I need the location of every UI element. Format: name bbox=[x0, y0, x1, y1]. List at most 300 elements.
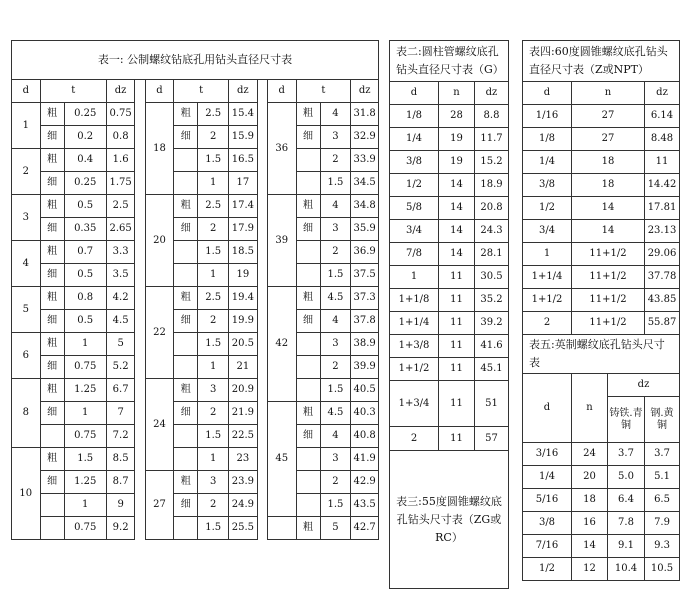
cell-dz: 39.9 bbox=[351, 356, 379, 379]
group-divider bbox=[12, 584, 41, 606]
cell-dz: 41.9 bbox=[351, 448, 379, 471]
cell-t: 0.75 bbox=[64, 425, 106, 448]
cell: 23.13 bbox=[645, 220, 680, 243]
table4-title-row bbox=[523, 41, 680, 82]
cell-dz: 20.9 bbox=[229, 379, 258, 402]
cell-t: 4.5 bbox=[320, 287, 351, 310]
cell-dz: 17.9 bbox=[229, 218, 258, 241]
cell-dz: 15.4 bbox=[229, 103, 258, 126]
cell-dz: 18.5 bbox=[229, 241, 258, 264]
cell-t: 4 bbox=[320, 310, 351, 333]
cell-t: 5 bbox=[320, 517, 351, 540]
cell: 14 bbox=[572, 197, 645, 220]
cell-t: 1 bbox=[198, 356, 229, 379]
cell-dz: 24.9 bbox=[229, 494, 258, 517]
cell-type bbox=[296, 241, 320, 264]
cell-d: 39 bbox=[267, 195, 296, 287]
cell-dz: 40.3 bbox=[351, 402, 379, 425]
cell: 6.5 bbox=[645, 489, 680, 512]
cell: 1/8 bbox=[390, 105, 439, 128]
cell-t: 1.25 bbox=[64, 379, 106, 402]
cell-dz: 17.4 bbox=[229, 195, 258, 218]
cell: 20.8 bbox=[475, 197, 509, 220]
cell-t: 1.5 bbox=[198, 333, 229, 356]
cell-t: 2 bbox=[320, 241, 351, 264]
cell: 5.0 bbox=[608, 466, 645, 489]
table5-title-row bbox=[523, 335, 680, 374]
cell-t: 3 bbox=[198, 471, 229, 494]
col-header: d bbox=[523, 82, 572, 105]
cell-type: 粗 bbox=[40, 241, 64, 264]
metric-thread-table bbox=[11, 40, 379, 606]
cell-t: 4 bbox=[320, 103, 351, 126]
cell: 14 bbox=[439, 174, 475, 197]
group-divider bbox=[257, 471, 267, 494]
cell-type bbox=[40, 517, 64, 540]
cell: 11 bbox=[645, 151, 680, 174]
cell-d: 18 bbox=[145, 103, 174, 195]
table-row bbox=[523, 243, 680, 266]
cell-dz: 23 bbox=[229, 448, 258, 471]
col-header-d: d bbox=[267, 80, 296, 103]
group-divider bbox=[257, 310, 267, 333]
table-row bbox=[523, 312, 680, 335]
cell: 11 bbox=[439, 358, 475, 381]
cell: 7.8 bbox=[608, 512, 645, 535]
group-divider bbox=[257, 218, 267, 241]
cell: 3.7 bbox=[645, 443, 680, 466]
cell-t: 1 bbox=[198, 448, 229, 471]
cell: 5/8 bbox=[390, 197, 439, 220]
cell-dz: 0.75 bbox=[106, 103, 135, 126]
cell-t: 1.5 bbox=[320, 379, 351, 402]
cell: 15.2 bbox=[475, 151, 509, 174]
cell: 51 bbox=[475, 381, 509, 427]
cell-t: 3 bbox=[320, 126, 351, 149]
cell-dz: 37.5 bbox=[351, 264, 379, 287]
cell: 14 bbox=[439, 243, 475, 266]
table-row bbox=[390, 335, 509, 358]
group-divider bbox=[135, 425, 145, 448]
cell: 3/8 bbox=[523, 174, 572, 197]
table2-header-row bbox=[390, 82, 509, 105]
table-row bbox=[12, 149, 379, 172]
cell-d: 10 bbox=[12, 448, 41, 540]
group-divider bbox=[257, 172, 267, 195]
cell-t: 2 bbox=[198, 126, 229, 149]
cell-type bbox=[296, 379, 320, 402]
group-divider bbox=[40, 540, 64, 563]
cell-dz: 32.9 bbox=[351, 126, 379, 149]
cell-dz: 8.7 bbox=[106, 471, 135, 494]
group-divider bbox=[135, 379, 145, 402]
cell-dz: 42.7 bbox=[351, 517, 379, 540]
cell: 8.8 bbox=[475, 105, 509, 128]
cell-d: 1 bbox=[12, 103, 41, 149]
cell: 1 bbox=[390, 266, 439, 289]
cell-type: 细 bbox=[296, 425, 320, 448]
group-divider bbox=[135, 195, 145, 218]
cell-d: 22 bbox=[145, 287, 174, 379]
col-header-t: t bbox=[174, 80, 229, 103]
col-header-d: d bbox=[12, 80, 41, 103]
group-divider bbox=[257, 494, 267, 517]
col-header-t: t bbox=[40, 80, 106, 103]
cell: 11 bbox=[439, 381, 475, 427]
cell-type: 细 bbox=[40, 310, 64, 333]
cell: 3/4 bbox=[523, 220, 572, 243]
cell-t: 0.35 bbox=[64, 218, 106, 241]
cell-type: 粗 bbox=[40, 379, 64, 402]
table-row bbox=[12, 379, 379, 402]
cell-type bbox=[296, 333, 320, 356]
cell-dz: 22.5 bbox=[229, 425, 258, 448]
cell-dz: 7.2 bbox=[106, 425, 135, 448]
cell: 11 bbox=[439, 289, 475, 312]
cell-type: 细 bbox=[40, 218, 64, 241]
cell: 11 bbox=[439, 335, 475, 358]
cell-t: 0.75 bbox=[64, 517, 106, 540]
group-divider bbox=[135, 333, 145, 356]
cell-type: 细 bbox=[174, 494, 198, 517]
cell-t: 2.5 bbox=[198, 287, 229, 310]
cell-t: 1.5 bbox=[320, 494, 351, 517]
cell-t: 1 bbox=[64, 402, 106, 425]
cell-type bbox=[296, 494, 320, 517]
group-divider bbox=[257, 126, 267, 149]
cell: 10.4 bbox=[608, 558, 645, 581]
cell-dz: 43.5 bbox=[351, 494, 379, 517]
cell-type: 粗 bbox=[174, 103, 198, 126]
cell: 6.14 bbox=[645, 105, 680, 128]
cell: 14 bbox=[439, 197, 475, 220]
table-row bbox=[390, 381, 509, 427]
cell: 2 bbox=[390, 427, 439, 451]
group-divider bbox=[135, 287, 145, 310]
cell-type bbox=[296, 172, 320, 195]
cell-t: 1.5 bbox=[198, 425, 229, 448]
cell-dz: 8.5 bbox=[106, 448, 135, 471]
cell-t: 1.5 bbox=[64, 448, 106, 471]
cell: 14 bbox=[572, 220, 645, 243]
cell-t: 3 bbox=[320, 448, 351, 471]
table-row bbox=[523, 289, 680, 312]
cell-t: 4 bbox=[320, 195, 351, 218]
table-row bbox=[390, 105, 509, 128]
group-divider bbox=[257, 333, 267, 356]
col-header-steel: 钢.黄铜 bbox=[645, 397, 680, 443]
table-row bbox=[12, 356, 379, 379]
cell-t: 3 bbox=[320, 218, 351, 241]
cell: 28 bbox=[439, 105, 475, 128]
cell-t: 2 bbox=[198, 310, 229, 333]
cell-type bbox=[296, 264, 320, 287]
table2-title: 表二:圆柱管螺纹底孔钻头直径尺寸表（G） bbox=[390, 41, 509, 82]
cell: 3/16 bbox=[523, 443, 572, 466]
cell-type: 粗 bbox=[296, 517, 320, 540]
cell-dz: 21.9 bbox=[229, 402, 258, 425]
cell-t: 1 bbox=[198, 172, 229, 195]
col-header-dz: dz bbox=[351, 80, 379, 103]
cell-type: 粗 bbox=[296, 103, 320, 126]
group-divider bbox=[257, 448, 267, 471]
cell: 19 bbox=[439, 128, 475, 151]
cell-type: 细 bbox=[40, 172, 64, 195]
cell-t: 1.5 bbox=[320, 172, 351, 195]
group-divider bbox=[135, 448, 145, 471]
cell: 11 bbox=[439, 427, 475, 451]
cell-t: 1.5 bbox=[198, 517, 229, 540]
cell-dz: 6.7 bbox=[106, 379, 135, 402]
cell-dz: 3.5 bbox=[106, 264, 135, 287]
table-row bbox=[12, 471, 379, 494]
cell-t: 3 bbox=[320, 333, 351, 356]
cell: 27 bbox=[572, 128, 645, 151]
cell: 1/16 bbox=[523, 105, 572, 128]
cell-dz: 4.2 bbox=[106, 287, 135, 310]
cell-dz: 19.4 bbox=[229, 287, 258, 310]
cell-d: 3 bbox=[12, 195, 41, 241]
table-row bbox=[390, 427, 509, 451]
cell-d: 42 bbox=[267, 287, 296, 402]
table-row bbox=[12, 562, 379, 584]
cell-t: 2.5 bbox=[198, 103, 229, 126]
cell-t: 1.5 bbox=[198, 149, 229, 172]
table4-title: 表四:60度圆锥螺纹底孔钻头直径尺寸表（Z或NPT） bbox=[523, 41, 680, 82]
cell-type: 细 bbox=[40, 402, 64, 425]
cell-dz: 23.9 bbox=[229, 471, 258, 494]
cell-d: 20 bbox=[145, 195, 174, 287]
cell: 12 bbox=[572, 558, 608, 581]
cell-type: 粗 bbox=[174, 195, 198, 218]
table-row bbox=[523, 489, 680, 512]
cell: 7.9 bbox=[645, 512, 680, 535]
cell-t: 1 bbox=[64, 494, 106, 517]
cell-type: 粗 bbox=[40, 149, 64, 172]
cell-type: 粗 bbox=[40, 103, 64, 126]
cell: 2 bbox=[523, 312, 572, 335]
cell-type bbox=[174, 172, 198, 195]
table1-header-row bbox=[12, 80, 379, 103]
cell-t: 4.5 bbox=[320, 402, 351, 425]
cell: 11+1/2 bbox=[572, 266, 645, 289]
cell-dz: 17 bbox=[229, 172, 258, 195]
cell: 1+1/2 bbox=[523, 289, 572, 312]
cell-dz: 36.9 bbox=[351, 241, 379, 264]
col-header-d: d bbox=[145, 80, 174, 103]
cell-type: 粗 bbox=[174, 471, 198, 494]
col-header: dz bbox=[645, 82, 680, 105]
cell: 1 bbox=[523, 243, 572, 266]
group-divider bbox=[135, 103, 145, 126]
table-row bbox=[523, 197, 680, 220]
cell-t: 0.75 bbox=[64, 356, 106, 379]
table-row bbox=[523, 466, 680, 489]
cell: 1+3/4 bbox=[390, 381, 439, 427]
cell-t: 0.5 bbox=[64, 310, 106, 333]
cell-dz: 38.9 bbox=[351, 333, 379, 356]
cell-dz: 9 bbox=[106, 494, 135, 517]
cell-type: 粗 bbox=[296, 402, 320, 425]
group-divider bbox=[257, 517, 267, 540]
cell-type: 粗 bbox=[174, 379, 198, 402]
group-divider bbox=[135, 356, 145, 379]
cell-type: 细 bbox=[174, 402, 198, 425]
cell-dz: 40.5 bbox=[351, 379, 379, 402]
cell: 28.1 bbox=[475, 243, 509, 266]
cell-t: 1 bbox=[198, 264, 229, 287]
cell-dz: 34.8 bbox=[351, 195, 379, 218]
cell-dz: 7 bbox=[106, 402, 135, 425]
cell-t: 1.5 bbox=[320, 264, 351, 287]
cell: 45.1 bbox=[475, 358, 509, 381]
cell: 55.87 bbox=[645, 312, 680, 335]
cell-dz: 2.65 bbox=[106, 218, 135, 241]
cell-d: 6 bbox=[12, 333, 41, 379]
cell-dz: 4.5 bbox=[106, 310, 135, 333]
cell-t: 0.25 bbox=[64, 103, 106, 126]
cell-d: 2 bbox=[12, 149, 41, 195]
cell-dz: 9.2 bbox=[106, 517, 135, 540]
cell: 1/4 bbox=[523, 466, 572, 489]
cell: 1+1/8 bbox=[390, 289, 439, 312]
cell: 16 bbox=[572, 512, 608, 535]
cell-t: 3 bbox=[198, 379, 229, 402]
cell: 1/2 bbox=[390, 174, 439, 197]
cell: 3.7 bbox=[608, 443, 645, 466]
col-header: d bbox=[390, 82, 439, 105]
cell: 1+3/8 bbox=[390, 335, 439, 358]
table-row bbox=[523, 443, 680, 466]
cell: 1/4 bbox=[390, 128, 439, 151]
cell: 11 bbox=[439, 312, 475, 335]
cell-type bbox=[174, 333, 198, 356]
cell: 11+1/2 bbox=[572, 289, 645, 312]
table-row bbox=[12, 287, 379, 310]
cell-dz: 15.9 bbox=[229, 126, 258, 149]
cell-t: 2 bbox=[198, 402, 229, 425]
cell-t: 0.8 bbox=[64, 287, 106, 310]
table-row bbox=[12, 241, 379, 264]
cell: 18 bbox=[572, 174, 645, 197]
table-row bbox=[12, 425, 379, 448]
table-row bbox=[390, 151, 509, 174]
cell: 1+1/4 bbox=[523, 266, 572, 289]
table-row bbox=[390, 289, 509, 312]
table-row bbox=[523, 174, 680, 197]
group-divider bbox=[257, 80, 267, 103]
col-header: n bbox=[572, 82, 645, 105]
cell-dz: 33.9 bbox=[351, 149, 379, 172]
table-row bbox=[12, 540, 379, 563]
cell-dz: 21 bbox=[229, 356, 258, 379]
cell-d: 5 bbox=[12, 287, 41, 333]
cell: 14 bbox=[439, 220, 475, 243]
cell: 39.2 bbox=[475, 312, 509, 335]
cell: 11+1/2 bbox=[572, 243, 645, 266]
table-row bbox=[12, 448, 379, 471]
cell-t: 2 bbox=[198, 218, 229, 241]
group-divider bbox=[257, 402, 267, 425]
cell: 1/8 bbox=[523, 128, 572, 151]
cell-dz: 20.5 bbox=[229, 333, 258, 356]
cell-t: 2 bbox=[198, 494, 229, 517]
cell-type: 粗 bbox=[40, 333, 64, 356]
cell-type bbox=[174, 356, 198, 379]
group-divider bbox=[12, 540, 41, 563]
cell: 18 bbox=[572, 489, 608, 512]
cell: 3/8 bbox=[523, 512, 572, 535]
cell: 18.9 bbox=[475, 174, 509, 197]
col-header-t: t bbox=[296, 80, 351, 103]
table-row bbox=[390, 197, 509, 220]
table-row bbox=[523, 266, 680, 289]
cell-type: 粗 bbox=[40, 448, 64, 471]
cell-dz: 31.8 bbox=[351, 103, 379, 126]
group-divider bbox=[257, 195, 267, 218]
table-row bbox=[390, 128, 509, 151]
cell-t: 2 bbox=[320, 471, 351, 494]
cell-dz: 40.8 bbox=[351, 425, 379, 448]
table-row bbox=[523, 128, 680, 151]
table-row bbox=[12, 584, 379, 606]
cell-type: 粗 bbox=[40, 195, 64, 218]
cell-type: 细 bbox=[40, 264, 64, 287]
table-row bbox=[390, 358, 509, 381]
table-row bbox=[390, 312, 509, 335]
cell: 35.2 bbox=[475, 289, 509, 312]
table-row bbox=[523, 535, 680, 558]
group-divider bbox=[40, 584, 64, 606]
cell-d: 8 bbox=[12, 379, 41, 448]
cell: 11.7 bbox=[475, 128, 509, 151]
cell: 18 bbox=[572, 151, 645, 174]
cell-t: 0.4 bbox=[64, 149, 106, 172]
col-header: n bbox=[439, 82, 475, 105]
cell-type bbox=[296, 448, 320, 471]
group-divider bbox=[135, 310, 145, 333]
cell: 1+1/4 bbox=[390, 312, 439, 335]
table-row bbox=[523, 512, 680, 535]
col-header-cast: 铸铁.青铜 bbox=[608, 397, 645, 443]
table5-header-row bbox=[523, 374, 680, 397]
cell-type: 细 bbox=[174, 218, 198, 241]
cell-dz: 19.9 bbox=[229, 310, 258, 333]
tapered-60-thread-table bbox=[522, 40, 680, 581]
table-row bbox=[12, 310, 379, 333]
cell-t: 1 bbox=[64, 333, 106, 356]
group-divider bbox=[257, 356, 267, 379]
table-row bbox=[12, 264, 379, 287]
group-divider bbox=[135, 126, 145, 149]
cell-type bbox=[174, 241, 198, 264]
col-header-n: n bbox=[572, 374, 608, 443]
cell: 5/16 bbox=[523, 489, 572, 512]
cell-dz: 19 bbox=[229, 264, 258, 287]
cell-type bbox=[296, 356, 320, 379]
table-row bbox=[12, 195, 379, 218]
cell-t: 0.5 bbox=[64, 195, 106, 218]
cell-type: 细 bbox=[296, 126, 320, 149]
group-divider bbox=[257, 425, 267, 448]
cell-dz: 25.5 bbox=[229, 517, 258, 540]
cell-type bbox=[174, 448, 198, 471]
cell-type: 细 bbox=[40, 356, 64, 379]
cell: 57 bbox=[475, 427, 509, 451]
table1-title-row bbox=[12, 41, 379, 80]
cell-dz: 5.2 bbox=[106, 356, 135, 379]
cell-t: 1.25 bbox=[64, 471, 106, 494]
